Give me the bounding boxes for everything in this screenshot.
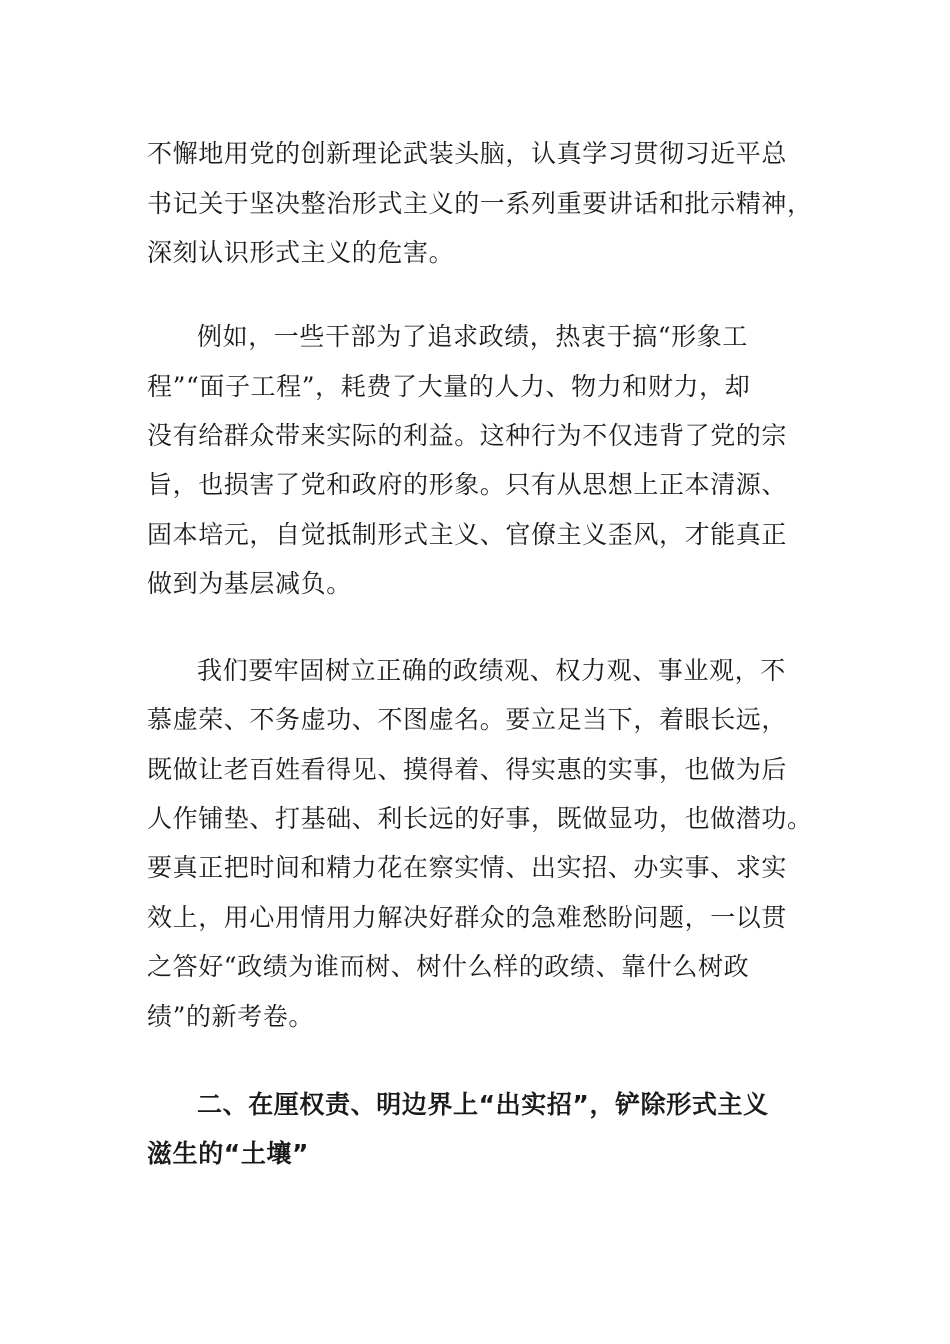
- paragraph-3-line-6: 效上，用心用情用力解决好群众的急难愁盼问题，一以贯: [147, 903, 788, 932]
- paragraph-2-line-6: 做到为基层减负。: [147, 569, 352, 598]
- paragraph-3-line-4: 人作铺垫、打基础、利长远的好事，既做显功，也做潜功。: [147, 804, 813, 833]
- paragraph-3-line-7: 之答好“政绩为谁而树、树什么样的政绩、靠什么树政: [147, 952, 750, 981]
- paragraph-1-line-1: 不懈地用党的创新理论武装头脑，认真学习贯彻习近平总: [147, 139, 788, 168]
- paragraph-3-line-8: 绩”的新考卷。: [147, 1002, 314, 1031]
- paragraph-1-line-2: 书记关于坚决整治形式主义的一系列重要讲话和批示精神，: [147, 189, 813, 218]
- paragraph-2-line-2: 程”“面子工程”，耗费了大量的人力、物力和财力，却: [147, 372, 751, 401]
- paragraph-2-line-3: 没有给群众带来实际的利益。这种行为不仅违背了党的宗: [147, 421, 788, 450]
- paragraph-2-line-5: 固本培元，自觉抵制形式主义、官僚主义歪风，才能真正: [147, 520, 788, 549]
- paragraph-3-line-5: 要真正把时间和精力花在察实情、出实招、办实事、求实: [147, 853, 788, 882]
- paragraph-2-line-4: 旨，也损害了党和政府的形象。只有从思想上正本清源、: [147, 470, 788, 499]
- paragraph-3-line-1: 我们要牢固树立正确的政绩观、权力观、事业观，不: [197, 656, 786, 685]
- paragraph-1-line-3: 深刻认识形式主义的危害。: [147, 238, 455, 267]
- paragraph-3-line-2: 慕虚荣、不务虚功、不图虚名。要立足当下，着眼长远，: [147, 705, 788, 734]
- section-heading-line-2: 滋生的“土壤”: [147, 1139, 310, 1168]
- paragraph-3-line-3: 既做让老百姓看得见、摸得着、得实惠的实事，也做为后: [147, 755, 788, 784]
- paragraph-2-line-1: 例如，一些干部为了追求政绩，热衷于搞“形象工: [197, 322, 748, 351]
- section-heading-line-1: 二、在厘权责、明边界上“出实招”，铲除形式主义: [197, 1090, 769, 1119]
